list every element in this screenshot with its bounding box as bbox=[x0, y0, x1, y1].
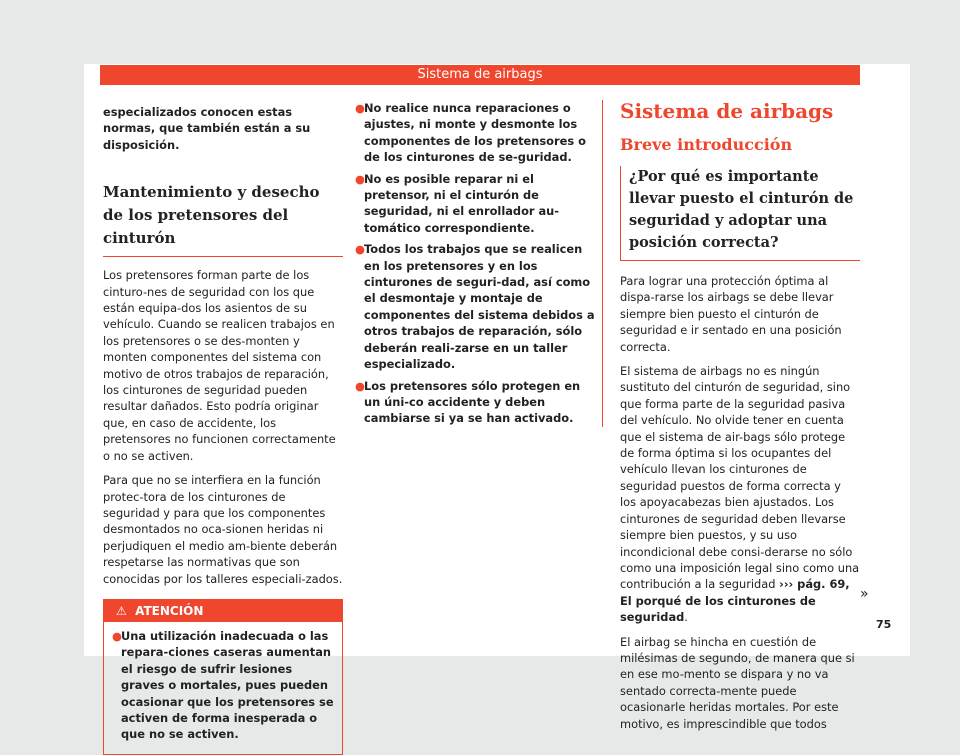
section-subtitle: Breve introducción bbox=[620, 135, 793, 154]
page-number: 75 bbox=[876, 618, 892, 631]
warning-header bbox=[104, 600, 342, 622]
warning-body bbox=[104, 622, 342, 754]
paragraph: Para lograr una protección óptima al dispa-rarse los airbags se debe llevar siempre bien puesto el cinturón de seguridad e ir sentado en una posición correcta. bbox=[620, 274, 842, 354]
bullet-icon: ● bbox=[355, 171, 365, 186]
warning-continuation bbox=[355, 100, 603, 427]
list-item: ● Una utilización inadecuada o las repara-ciones caseras aumentan el riesgo de sufrir lesiones graves o mortales, pues pueden ocasionar que los pretensores se activen de forma inesperada o que no se activen. bbox=[112, 628, 334, 742]
list-item: ● Todos los trabajos que se realicen en los pretensores y en los cinturones de seguri-dad, así como el desmontaje y montaje de componentes del sistema debidos a otros trabajos de reparación, sólo deberán reali-zarse en un taller especializado. bbox=[355, 242, 595, 372]
warning-triangle-icon: ⚠ bbox=[116, 603, 127, 618]
bullet-icon: ● bbox=[355, 101, 365, 115]
question-heading: ¿Por qué es importante llevar puesto el cinturón de seguridad y adoptar una posición correcta? bbox=[620, 166, 860, 261]
page-reference-link[interactable]: ››› pág. 69, El porqué de los cinturones de seguridad bbox=[620, 577, 850, 625]
bullet-icon: ● bbox=[355, 378, 365, 393]
warning-box bbox=[103, 599, 343, 755]
intro-text: especializados conocen estas normas, que también están a su disposición. bbox=[103, 105, 311, 152]
paragraph: El airbag se hincha en cuestión de milésimas de segundo, de manera que si en ese mo-mento se dispara y no va sentado correcta-mente puede ocasionarle heridas mortales. Por este motivo, es imprescindible que todos bbox=[620, 634, 855, 731]
page-header: Sistema de airbags bbox=[100, 65, 860, 85]
list-item: ● Los pretensores sólo protegen en un úni-co accidente y deben cambiarse si ya se han activado. bbox=[355, 378, 581, 426]
column-left bbox=[103, 104, 343, 755]
paragraph: El sistema de airbags no es ningún sustituto del cinturón de seguridad, sino que forma parte de la seguridad pasiva del vehículo. No olvide tener en cuenta que el sistema de air-bags sólo protege de forma óptima si los ocupantes del vehículo llevan los cinturones de seguridad puestos de forma correcta y los apoyacabezas bien ajustados. Los cinturones de seguridad deben llevarse siempre bien puestos, y su uso incondicional debe consi-derarse no sólo como una imposición legal sino como una contribución a la seguridad ››› pág. 69, El porqué de los cinturones de seguridad. bbox=[620, 364, 860, 625]
chapter-title: Sistema de airbags bbox=[620, 99, 834, 123]
list-item: ● No realice nunca reparaciones o ajustes, ni monte y desmonte los componentes de los pretensores o de los cinturones de se-guridad. bbox=[355, 101, 586, 165]
column-middle bbox=[355, 100, 603, 432]
continue-icon: » bbox=[860, 586, 869, 602]
bullet-icon: ● bbox=[355, 242, 365, 257]
bullet-icon: ● bbox=[112, 628, 122, 643]
paragraph: Para que no se interfiera en la función protec-tora de los cinturones de seguridad y para que los componentes desmontados no oca-sionen heridas ni perjudiquen el medio am-biente deberán respetarse las normativas que son conocidas por los talleres especiali-zados. bbox=[103, 473, 343, 586]
column-right bbox=[620, 98, 860, 740]
section-title: Mantenimiento y desecho de los pretensores del cinturón bbox=[103, 181, 343, 257]
paragraph: Los pretensores forman parte de los cinturo-nes de seguridad con los que están equipa-dos los asientos de su vehículo. Cuando se realicen trabajos en los pretensores o se des-monten y monten componentes del sistema con motivo de otros trabajos de reparación, los cinturones de seguridad pueden resultar dañados. Esto podría originar que, en caso de accidente, los pretensores no funcionen correctamente o no se activen. bbox=[103, 268, 336, 463]
list-item: ● No es posible reparar ni el pretensor, ni el cinturón de seguridad, ni el enrollador au-tomático correspondiente. bbox=[355, 171, 560, 235]
warning-title: ATENCIÓN bbox=[135, 603, 204, 618]
